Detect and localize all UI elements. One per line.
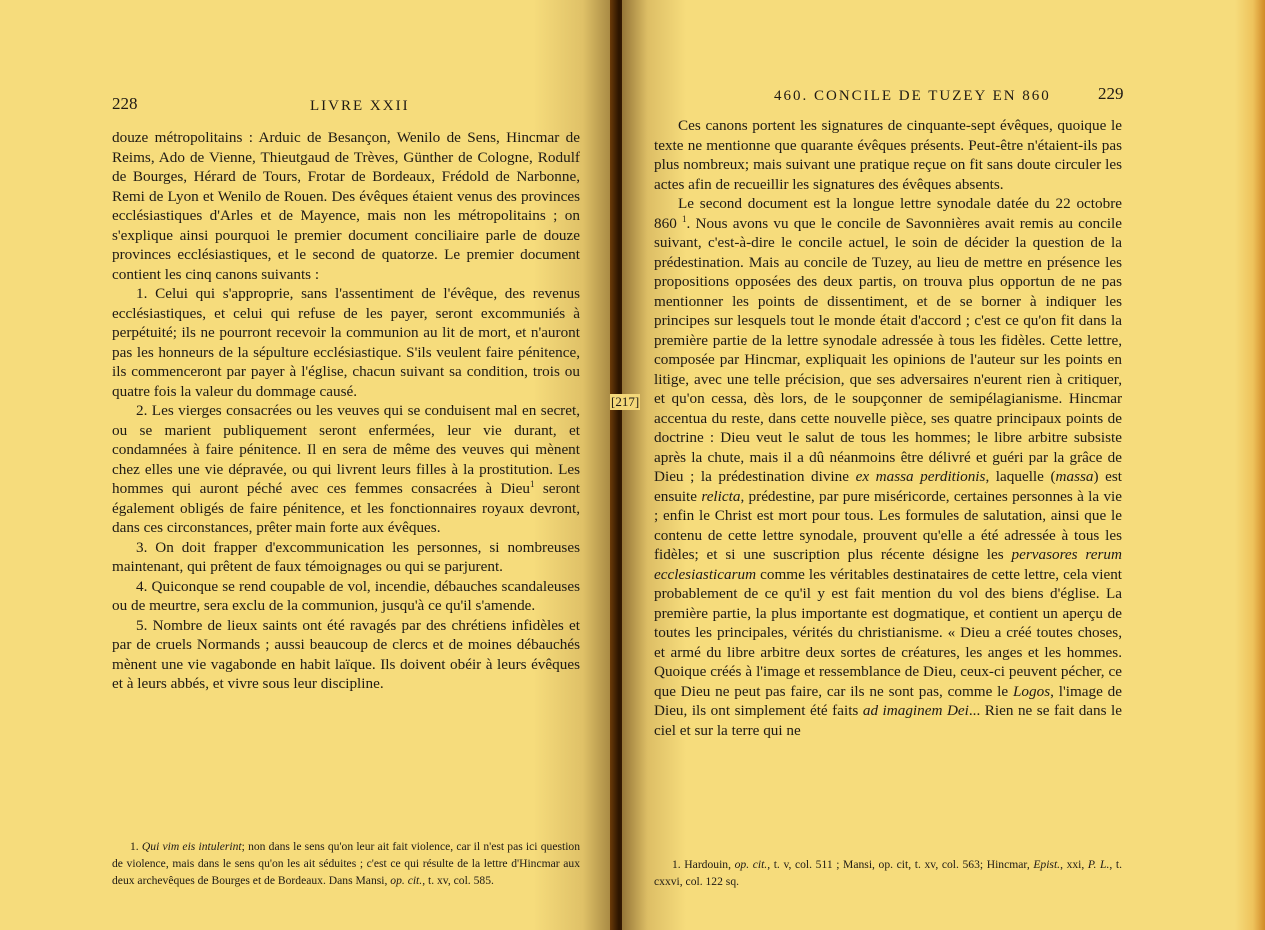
left-page <box>0 0 620 930</box>
footnote-marker: 1 <box>681 213 687 224</box>
page-number-left: 228 <box>112 94 138 113</box>
canon-2: 2. Les vierges consacrées ou les veuves qui se conduisent mal en secret, ou se marient publiquement seront enfermées, leur vie durant, et condamnées à faire pénitence. Il en sera de même des veuves qui mènent chez elles une vie dépravée, ou qui livrent leurs filles à la prostitution. Les hommes qui auront péché avec ces femmes consacrées à Dieu$^1$ seront également obligés de faire pénitence, et les fonctionnaires royaux devront, dans ces circonstances, prêter main forte aux évêques. <box>112 402 581 536</box>
paragraph: Ces canons portent les signatures de cinquante-sept évêques, quoique le texte ne mentionne que quarante évêques présents. Peut-être n'étaient-ils pas plus nombreux; mais suivant une pratique reçue on fit sans doute circuler les actes afin de recueillir les signatures des évêques absents. <box>654 117 1122 193</box>
left-body-text <box>112 128 580 694</box>
page-number-right: 229 <box>1098 84 1124 103</box>
canon-4: 4. Quiconque se rend coupable de vol, incendie, débauches scandaleuses ou de meurtre, sera exclu de la communion, jusqu'à ce qu'il s'amende. <box>112 577 580 614</box>
footnote-marker: 1 <box>529 478 535 489</box>
right-page <box>622 0 1265 930</box>
right-footnote: 1. Hardouin, op. cit., t. v, col. 511 ; Mansi, op. cit, t. xv, col. 563; Hincmar, Epist., xxi, P. L., t. cxxvi, col. 122 sq. <box>654 858 1122 888</box>
canon-5: 5. Nombre de lieux saints ont été ravagés par des chrétiens infidèles et par de cruels Normands ; aussi beaucoup de clercs et de moines débauchés mènent une vie vagabonde en habit laïque. Ils doivent obéir à leurs évêques et à leurs abbés, et vivre sous leur discipline. <box>112 616 580 692</box>
running-head-right: 460. CONCILE DE TUZEY EN 860 <box>774 88 1051 104</box>
marginal-page-reference: [217] <box>611 394 640 409</box>
paragraph: Le second document est la longue lettre synodale datée du 22 octobre 860 $^1$. Nous avons vu que le concile de Savonnières avait remis au concile suivant, c'est-à-dire le concile actuel, le soin de décider la question de la prédestination. Mais au concile de Tuzey, au lieu de mettre en présence les propositions opposées des deux partis, on trouva plus opportun de ne pas mentionner les points de dissentiment, et de se borner à indiquer les principes sur lesquels tout le monde était d'accord ; c'est ce qu'on fit dans la première partie de la lettre synodale adressée à tous les fidèles. Cette lettre, composée par Hincmar, expliquait les opinions de l'auteur sur les points en litige, avec une telle précision, que ses adversaires n'eurent rien à critiquer, et qu'on cessa, dès lors, de le soupçonner de semipélagianisme. Hincmar accentua du reste, dans cette nouvelle pièce, ses quatre principaux points de doctrine : Dieu veut le salut de tous les hommes; le libre arbitre subsiste après la chute, mais il a dû néanmoins être délivré et guéri par la grâce de Dieu ; la prédestination divine ex massa perditionis, laquelle (massa) est ensuite relicta, prédestine, par pure miséricorde, certaines personnes à la vie ; enfin le Christ est mort pour tous. Les formules de salutation, ainsi que le contenu de cette lettre synodale, prouvent qu'elle a été adressée à tous les fidèles; et si une suscription plus récente désigne les pervasores rerum ecclesiasticarum comme les véritables destinataires de cette lettre, cela vient probablement de ce qu'il y est fait mention du vol des biens d'église. La première partie, la plus importante est dogmatique, et contient un aperçu de toutes les principales, vérités du christianisme. « Dieu a créé toutes choses, et armé du libre arbitre deux sortes de créatures, les anges et les hommes. Quoique créés à l'image et ressemblance de Dieu, ceux-ci peuvent pécher, ce que Dieu ne peut pas faire, car ils ne sont pas, comme le Logos, l'image de Dieu, ils ont simplement été faits ad imaginem Dei... Rien ne se fait dans le ciel et sur la terre qui ne <box>654 195 1123 739</box>
running-head-left: LIVRE XXII <box>310 98 410 114</box>
right-body-text <box>654 116 1122 740</box>
left-footnote: 1. Qui vim eis intulerint; non dans le sens qu'on leur ait fait violence, car il n'est pas ici question de violence, mais dans le sens qu'on les ait séduites ; c'est ce qui résulte de la lettre d'Hincmar aux deux archevêques de Bourges et de Bordeaux. Dans Mansi, op. cit., t. xv, col. 585. <box>112 840 581 887</box>
canon-3: 3. On doit frapper d'excommunication les personnes, si nombreuses maintenant, qui prêtent de faux témoignages ou qui se parjurent. <box>112 538 580 575</box>
canon-1: 1. Celui qui s'approprie, sans l'assentiment de l'évêque, des revenus ecclésiastiques, et celui qui refuse de les payer, seront excommuniés à perpétuité; ils ne pourront recevoir la communion au lit de mort, et n'auront pas les honneurs de la sépulture ecclésiastique. S'ils veulent faire pénitence, ils commenceront par payer à l'église, chacun suivant sa condition, trois ou quatre fois la valeur du dommage causé. <box>112 285 580 400</box>
paragraph: douze métropolitains : Arduic de Besançon, Wenilo de Sens, Hincmar de Reims, Ado de Vienne, Thieutgaud de Trèves, Günther de Cologne, Rodulf de Bourges, Hérard de Tours, Frotar de Bordeaux, Frédold de Narbonne, Remi de Lyon et Wenilo de Rouen. Des évêques étaient venus des provinces ecclésiastiques d'Arles et de Mayence, mais non les métropolitains ; on s'explique ainsi pourquoi le premier document conciliaire parle de douze provinces ecclésiastiques, et le second de quatorze. Le premier document contient les cinq canons suivants : <box>112 129 580 283</box>
